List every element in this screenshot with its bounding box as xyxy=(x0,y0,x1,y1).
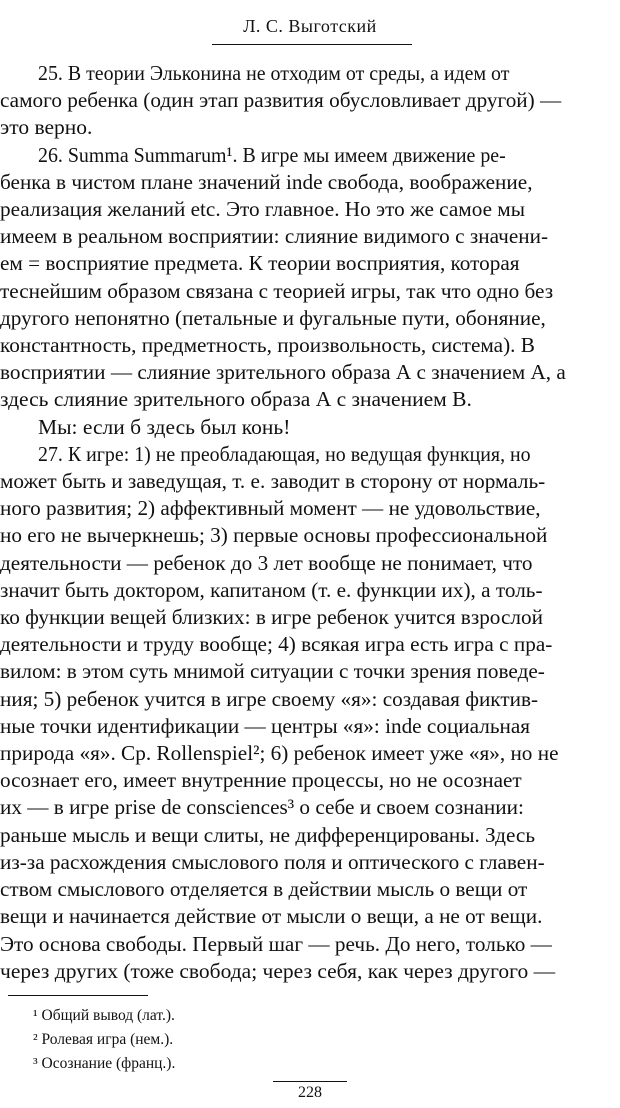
body-text xyxy=(0,60,620,985)
page-number: 228 xyxy=(298,1084,322,1101)
text-line: восприятии — слияние зрительного образа А с значением А, а xyxy=(0,360,566,385)
text-line: ем = восприятие предмета. К теории восприятия, которая xyxy=(0,251,520,276)
text-line: ные точки идентификации — центры «я»: inde социальная xyxy=(0,713,531,738)
text-line: ством смыслового отделяется в действии мысль о вещи от xyxy=(0,877,528,902)
header-rule xyxy=(212,44,412,45)
footnote: ¹ Общий вывод (лат.). xyxy=(33,1007,175,1024)
text-line: константность, предметность, произвольность, система). В xyxy=(0,333,535,358)
text-line: имеем в реальном восприятии: слияние видимого с значени- xyxy=(0,224,549,249)
text-line: 25. В теории Эльконина не отходим от среды, а идем от xyxy=(38,61,510,85)
text-line: вилом: в этом суть мнимой ситуации с точки зрения поведе- xyxy=(0,659,545,684)
text-line: ко функции вещей близких: в игре ребенок учится взрослой xyxy=(0,605,543,630)
page-number-rule xyxy=(273,1081,347,1082)
text-line: их — в игре prise de consciences³ о себе и своем сознании: xyxy=(0,795,524,820)
text-line: вещи и начинается действие от мысли о вещи, а не от вещи. xyxy=(0,904,543,929)
footnote-rule xyxy=(8,995,148,996)
text-line: природа «я». Ср. Rollenspiel²; 6) ребенок имеет уже «я», но не xyxy=(0,741,559,766)
text-line: 26. Summa Summarum¹. В игре мы имеем движение ре- xyxy=(38,142,506,167)
text-line: деятельности и труду вообще; 4) всякая игра есть игра с пра- xyxy=(0,632,553,657)
text-line: здесь слияние зрительного образа А с значением В. xyxy=(0,387,472,412)
text-line: осознает его, имеет внутренние процессы, но не осознает xyxy=(0,768,522,793)
text-line: это верно. xyxy=(0,115,93,140)
running-header: Л. С. Выготский xyxy=(243,16,377,36)
text-line: раньше мысль и вещи слиты, не дифференцированы. Здесь xyxy=(0,822,536,847)
text-line: может быть и заведущая, т. е. заводит в сторону от нормаль- xyxy=(0,469,546,494)
text-line: ния; 5) ребенок учится в игре своему «я»: создавая фиктив- xyxy=(0,686,539,711)
text-line: деятельности — ребенок до 3 лет вообще не понимает, что xyxy=(0,550,533,575)
text-line: 27. К игре: 1) не преобладающая, но ведущая функция, но xyxy=(38,441,531,466)
text-line: теснейшим образом связана с теорией игры, так что одно без xyxy=(0,278,554,303)
text-line: но его не вычеркнешь; 3) первые основы профессиональной xyxy=(0,523,548,548)
footnote: ³ Осознание (франц.). xyxy=(33,1055,176,1072)
text-line: другого непонятно (петальные и фугальные пути, обоняние, xyxy=(0,305,546,330)
text-line: Мы: если б здесь был конь! xyxy=(38,414,291,439)
text-line: из-за расхождения смыслового поля и оптического с главен- xyxy=(0,849,545,874)
text-line: ного развития; 2) аффективный момент — не удовольствие, xyxy=(0,496,541,521)
text-line: значит быть доктором, капитаном (т. е. функции их), а толь- xyxy=(0,577,543,602)
footnotes xyxy=(33,1004,175,1076)
text-line: реализация желаний etc. Это главное. Но это же самое мы xyxy=(0,197,525,222)
footnote: ² Ролевая игра (нем.). xyxy=(33,1031,174,1048)
text-line: самого ребенка (один этап развития обусловливает другой) — xyxy=(0,88,562,113)
text-line: через других (тоже свобода; через себя, как через другого — xyxy=(0,958,556,983)
text-line: бенка в чистом плане значений inde свобода, воображение, xyxy=(0,169,533,194)
text-line: Это основа свободы. Первый шаг — речь. До него, только — xyxy=(0,931,552,956)
